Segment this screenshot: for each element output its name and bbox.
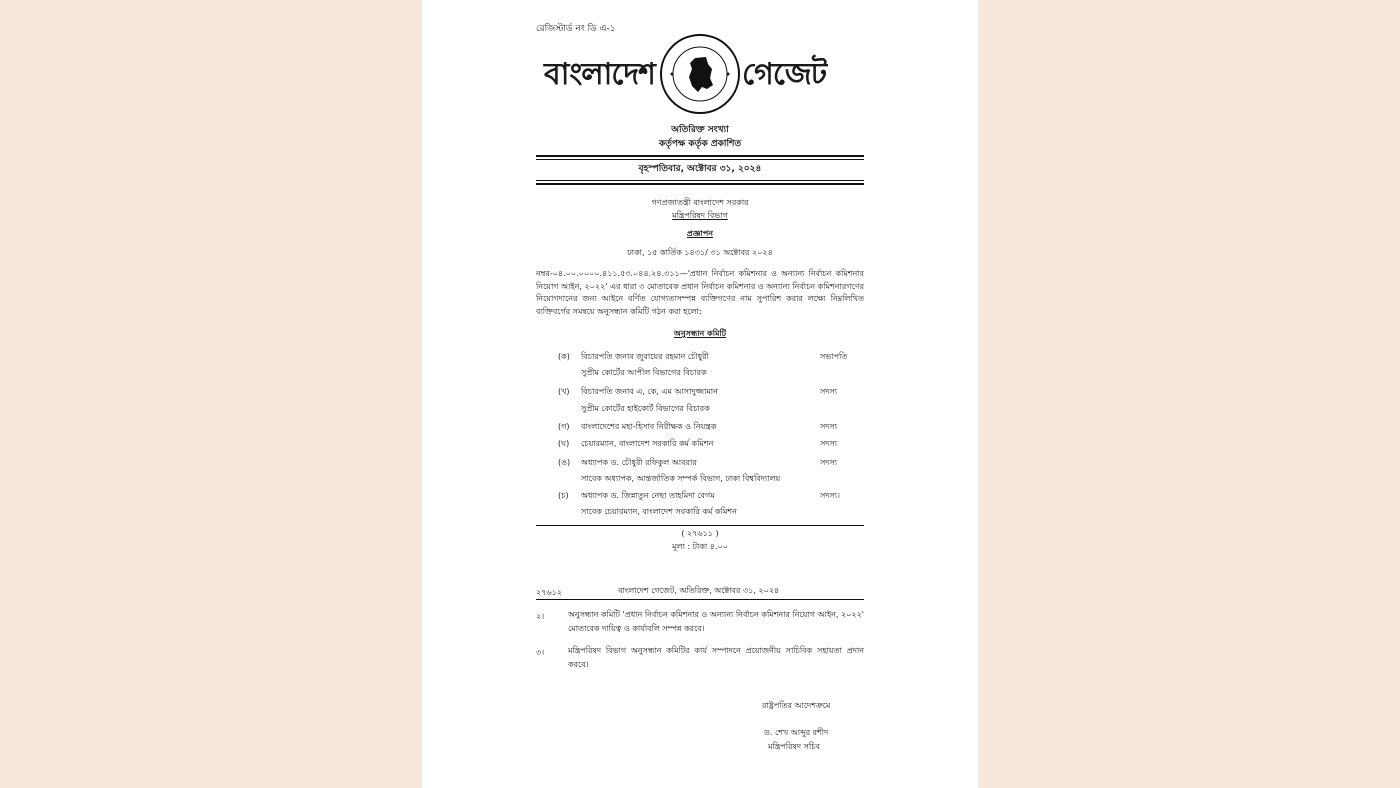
- member-index: (চ): [558, 491, 569, 500]
- page2-head-rule: [536, 599, 864, 600]
- member-role: সদস্য: [820, 387, 838, 396]
- member-role: সদস্য: [820, 458, 838, 467]
- order-line: রাষ্ট্রপতির আদেশক্রমে: [762, 701, 831, 710]
- signatory-designation: মন্ত্রিপরিষদ সচিব: [768, 742, 820, 751]
- notification-heading: প্রজ্ঞাপন: [686, 229, 714, 238]
- member-role: সভাপতি: [820, 352, 848, 361]
- member-role: সদস্য: [820, 422, 838, 431]
- member-detail: সাবেক অধ্যাপক, আন্তর্জাতিক সম্পর্ক বিভাগ, ঢাকা বিশ্ববিদ্যালয়: [581, 474, 781, 483]
- para-number: ৩।: [536, 648, 545, 657]
- gazette-page: [422, 0, 978, 788]
- page2-running-head: বাংলাদেশ গেজেট, অতিরিক্ত, অক্টোবর ৩১, ২০২৪: [618, 586, 780, 595]
- page-number: ( ২৭৬১১ ): [681, 529, 719, 538]
- member-index: (ঘ): [558, 439, 570, 448]
- page2-number: ২৭৬১২: [536, 588, 562, 597]
- para-text: অনুসন্ধান কমিটি 'প্রধান নির্বাচন কমিশনার ও অন্যান্য নির্বাচন কমিশনার নিয়োগ আইন, ২০২২' মোতাবেক দায়িত্ব ও কার্যাবলি সম্পন্ন করবে।: [568, 610, 864, 633]
- header-rule-top-thin: [536, 159, 864, 160]
- signatory-name: ড. শেখ আব্দুর রশীদ: [764, 728, 829, 737]
- registration-number: রেজিস্টার্ড নং ডি এ-১: [536, 24, 616, 34]
- date-line: বৃহস্পতিবার, অক্টোবর ৩১, ২০২৪: [638, 164, 762, 174]
- header-rule-bottom: [536, 183, 864, 185]
- header-rule-top: [536, 155, 864, 157]
- member-name: অধ্যাপক ড. চৌধুরী রফিকুল আবরার: [581, 458, 697, 467]
- member-detail: সুপ্রীম কোর্টের হাইকোর্ট বিভাগের বিচারক: [581, 404, 710, 413]
- government-seal-icon: [660, 34, 740, 114]
- member-index: (খ): [558, 387, 570, 396]
- para-text: মন্ত্রিপরিষদ বিভাগ অনুসন্ধান কমিটির কার্য সম্পাদনে প্রয়োজনীয় সাচিবিক সহায়তা প্রদান করবে।: [568, 646, 864, 669]
- member-detail: সুপ্রীম কোর্টের আপীল বিভাগের বিচারক: [581, 368, 707, 377]
- member-index: (ক): [558, 352, 570, 361]
- government-name: গণপ্রজাতন্ত্রী বাংলাদেশ সরকার: [651, 198, 749, 207]
- extra-issue-label: অতিরিক্ত সংখ্যা: [671, 125, 729, 135]
- gazette-title-right: গেজেট: [742, 57, 827, 92]
- member-detail: সাবেক চেয়ারম্যান, বাংলাদেশ সরকারি কর্ম কমিশন: [581, 507, 737, 516]
- member-name: চেয়ারম্যান, বাংলাদেশ সরকারি কর্ম কমিশন: [581, 439, 714, 448]
- member-index: (ঙ): [558, 458, 571, 467]
- member-name: বাংলাদেশের মহা-হিসাব নিরীক্ষক ও নিয়ন্ত্রক: [581, 422, 717, 431]
- member-name: বিচারপতি জনাব জুবায়ের রহমান চৌধুরী: [581, 352, 709, 361]
- notice-body: নম্বর-০৪.০০.০০০০.৪১১.৫৩.০৪৪.২৪.৩১১—'প্রধান নির্বাচন কমিশনার ও অন্যান্য নির্বাচন কমিশনার নিয়োগ আইন, ২০২২' এর ধারা ৩ মোতাবেক প্রধান নির্বাচন কমিশনার ও অন্যান্য নির্বাচন কমিশনারগণের নিয়োগদানের জন্য আইনে বর্ণিত যোগ্যতাসম্পন্ন ব্যক্তিগণের নাম সুপারিশ করার লক্ষ্যে নিম্নলিখিত ব্যক্তিবর্গের সমন্বয়ে অনুসন্ধান কমিটি গঠন করা হলো:: [536, 269, 864, 316]
- member-role: সদস্য: [820, 439, 838, 448]
- committee-heading: অনুসন্ধান কমিটি: [673, 329, 727, 338]
- price-label: মূল্য : টাকা ৪.০০: [672, 542, 728, 551]
- member-index: (গ): [558, 422, 570, 431]
- header-rule-bottom-thin: [536, 180, 864, 181]
- gazette-title-left: বাংলাদেশ: [544, 57, 655, 92]
- published-by-label: কর্তৃপক্ষ কর্তৃক প্রকাশিত: [658, 139, 742, 149]
- member-name: বিচারপতি জনাব এ, কে, এম আসাদুজ্জামান: [581, 387, 718, 396]
- division-name: মন্ত্রিপরিষদ বিভাগ: [672, 211, 728, 220]
- para-number: ২।: [536, 612, 545, 621]
- member-role: সদস্য।: [820, 491, 840, 500]
- member-name: অধ্যাপক ড. জিন্নাতুন নেছা তাহমিদা বেগম: [581, 491, 715, 500]
- footer-rule: [536, 525, 864, 526]
- place-date: ঢাকা, ১৫ কার্তিক ১৪৩১/ ৩১ অক্টোবর ২০২৪: [627, 248, 773, 257]
